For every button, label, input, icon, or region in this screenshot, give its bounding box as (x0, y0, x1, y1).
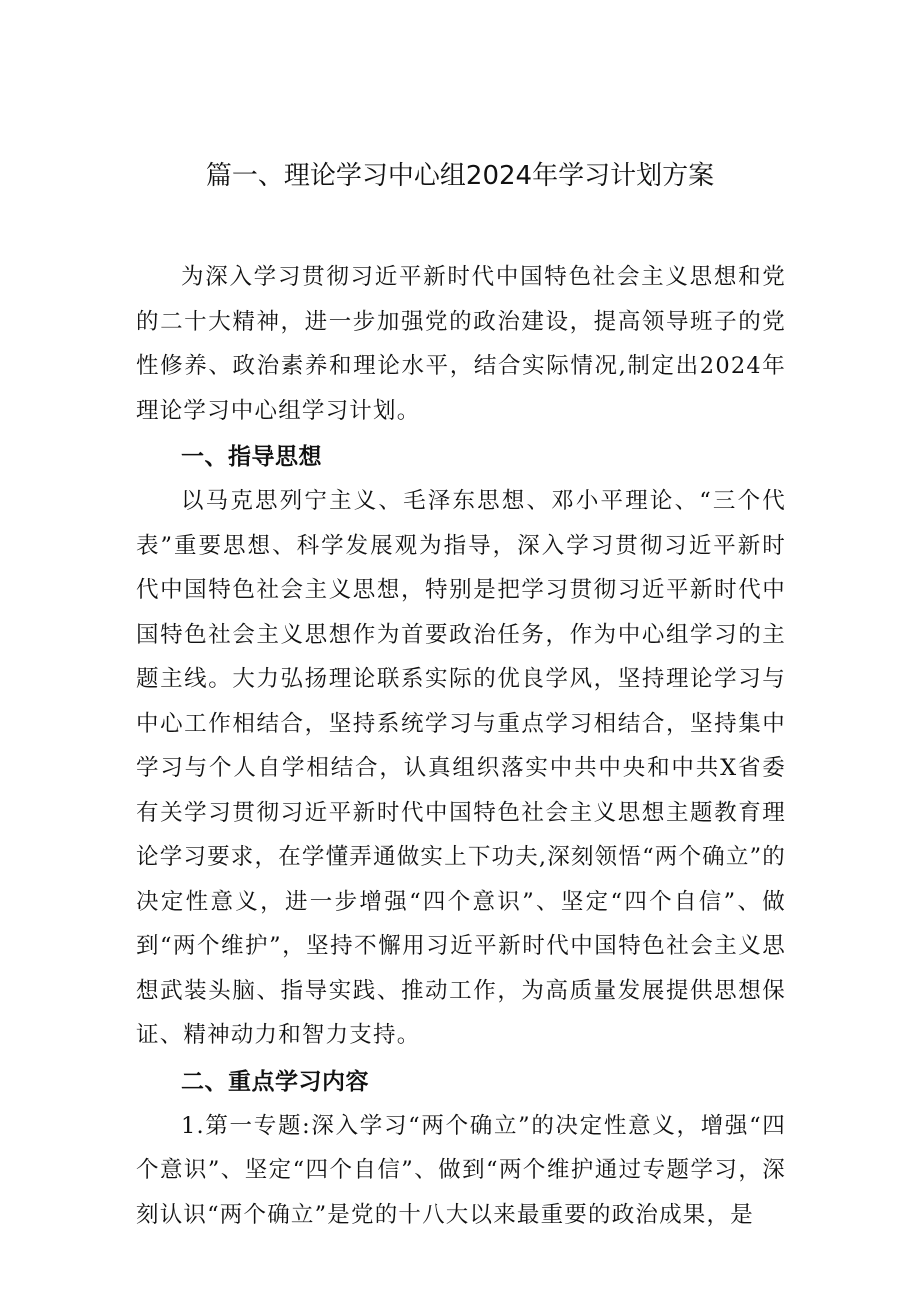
key-content-item-1: 1.第一专题:深入学习“两个确立”的决定性意义，增强“四个意识”、坚定“四个自信”、做到“两个维护通过专题学习，深刻认识“两个确立”是党的十八大以来最重要的政治成果，是 (136, 1112, 786, 1228)
document-title: 篇一、理论学习中心组2024年学习计划方案 (205, 161, 715, 191)
document-body (136, 255, 786, 1237)
section-heading-guiding-ideology: 一、指导思想 (181, 444, 322, 470)
guiding-ideology-paragraph: 以马克思列宁主义、毛泽东思想、邓小平理论、“三个代表”重要思想、科学发展观为指导，深入学习贯彻习近平新时代中国特色社会主义思想，特别是把学习贯彻习近平新时代中国特色社会主义思想作为首要政治任务，作为中心组学习的主题主线。大力弘扬理论联系实际的优良学风，坚持理论学习与中心工作相结合，坚持系统学习与重点学习相结合，坚持集中学习与个人自学相结合，认真组织落实中共中央和中共X省委有关学习贯彻习近平新时代中国特色社会主义思想主题教育理论学习要求，在学懂弄通做实上下功夫,深刻领悟“两个确立”的决定性意义，进一步增强“四个意识”、坚定“四个自信”、做到“两个维护”，坚持不懈用习近平新时代中国特色社会主义思想武装头脑、指导实践、推动工作，为高质量发展提供思想保证、精神动力和智力支持。 (136, 488, 786, 1048)
section-heading-key-content: 二、重点学习内容 (181, 1068, 369, 1095)
intro-paragraph: 为深入学习贯彻习近平新时代中国特色社会主义思想和党的二十大精神，进一步加强党的政治建设，提高领导班子的党性修养、政治素养和理论水平，结合实际情况,制定出2024年理论学习中心组学习计划。 (136, 264, 786, 424)
